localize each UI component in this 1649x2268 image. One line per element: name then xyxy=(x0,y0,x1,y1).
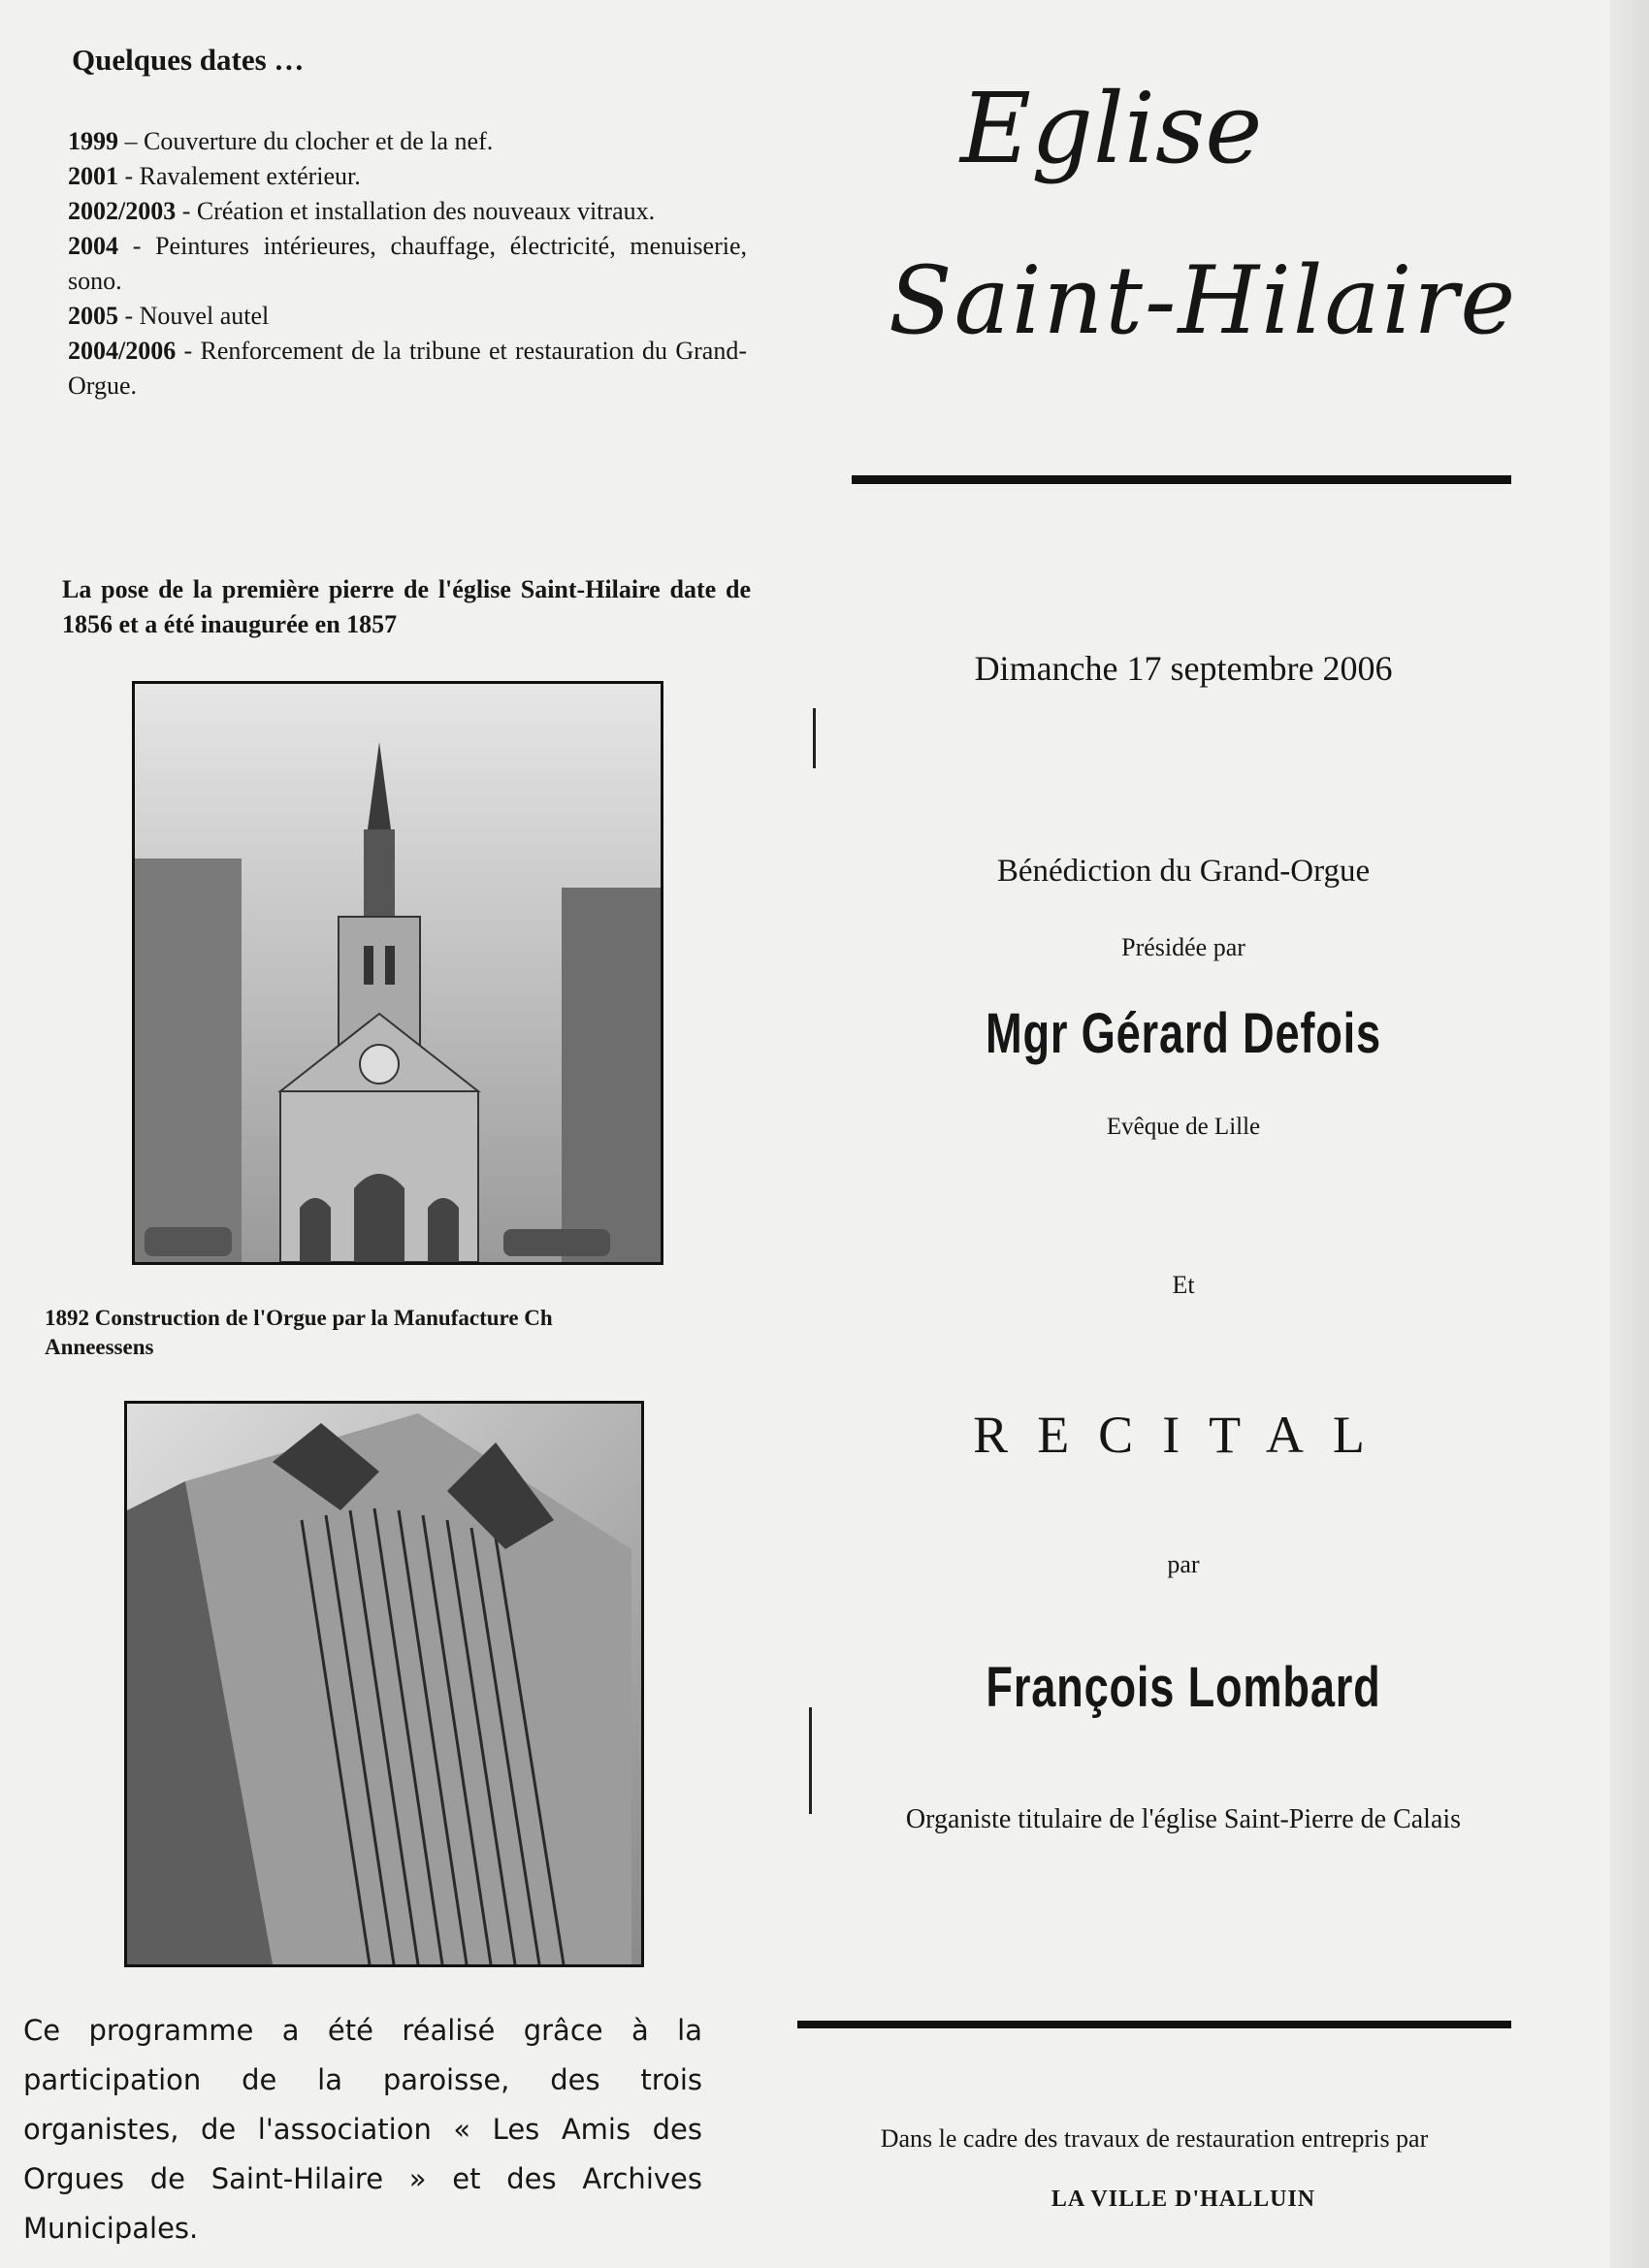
organ-caption: 1892 Construction de l'Orgue par la Manufacture Ch Anneessens xyxy=(45,1306,553,1359)
bishop-title: Evêque de Lille xyxy=(1106,1114,1261,1140)
et-label: Et xyxy=(1172,1271,1195,1299)
bishop-name: Mgr Gérard Defois xyxy=(986,1002,1381,1065)
title-eglise: Eglise xyxy=(960,72,1263,185)
date-item: 2002/2003 - Création et installation des nouveaux vitraux. xyxy=(68,197,656,225)
date-item: 2004 - Peintures intérieures, chauffage, électricité, menuiserie, sono. xyxy=(68,232,747,295)
scan-edge xyxy=(1610,0,1649,2268)
footer-rule xyxy=(797,2021,1511,2028)
margin-mark xyxy=(813,708,816,768)
presidee-label: Présidée par xyxy=(1121,933,1245,961)
dates-heading: Quelques dates … xyxy=(72,43,305,77)
title-rule xyxy=(852,475,1511,484)
margin-mark xyxy=(809,1707,812,1814)
acknowledgement-note: Ce programme a été réalisé grâce à la participation de la paroisse, des trois organistes, de l'association « Les Amis des Orgues de Saint-Hilaire » et des Archives Municipales. xyxy=(23,2014,702,2245)
date-item: 1999 – Couverture du clocher et de la nef. xyxy=(68,127,494,155)
title-saint-hilaire: Saint-Hilaire xyxy=(888,246,1518,355)
church-caption: La pose de la première pierre de l'église Saint-Hilaire date de 1856 et a été inaugurée en 1857 xyxy=(62,575,751,638)
date-item: 2004/2006 - Renforcement de la tribune et restauration du Grand-Orgue. xyxy=(68,337,747,400)
recital-heading: RECITAL xyxy=(973,1406,1394,1464)
city-name: LA VILLE D'HALLUIN xyxy=(1051,2187,1316,2212)
organ-photo xyxy=(124,1401,644,1967)
date-item: 2005 - Nouvel autel xyxy=(68,302,270,330)
church-photo xyxy=(132,681,663,1265)
organist-title: Organiste titulaire de l'église Saint-Pierre de Calais xyxy=(905,1804,1462,1834)
par-label: par xyxy=(1167,1550,1200,1578)
dates-list xyxy=(68,124,747,404)
date-item: 2001 - Ravalement extérieur. xyxy=(68,162,361,190)
event-date: Dimanche 17 septembre 2006 xyxy=(974,649,1393,688)
benediction-heading: Bénédiction du Grand-Orgue xyxy=(996,854,1371,889)
restoration-note: Dans le cadre des travaux de restauration entrepris par xyxy=(880,2124,1429,2153)
organist-name: François Lombard xyxy=(986,1656,1381,1719)
